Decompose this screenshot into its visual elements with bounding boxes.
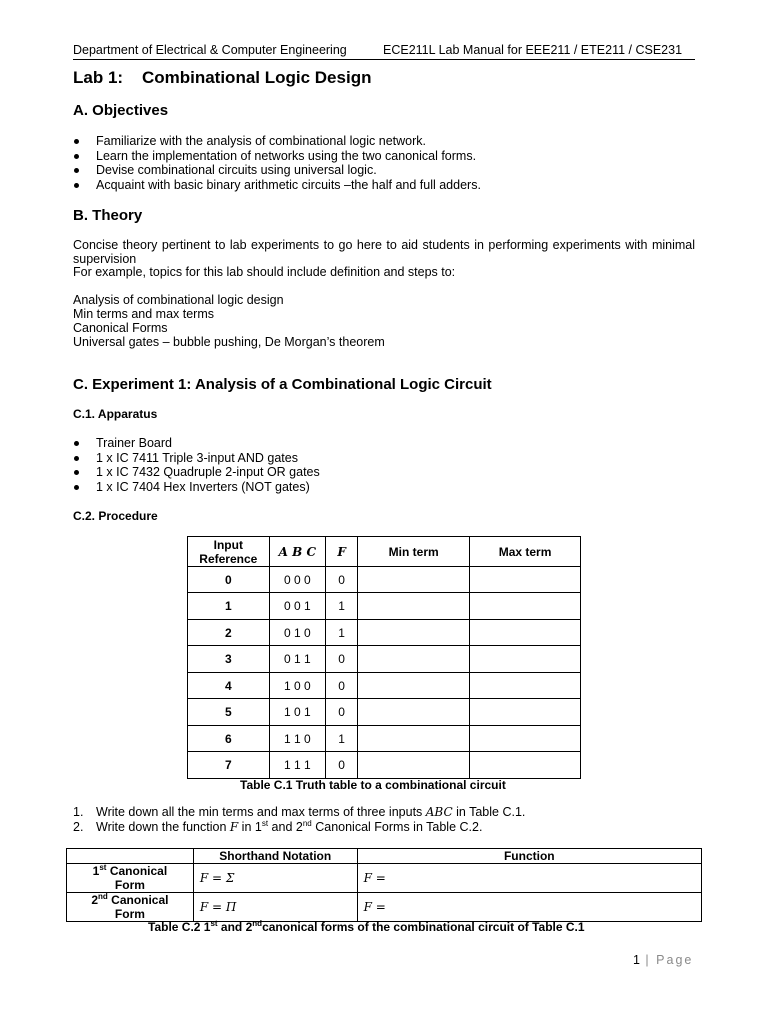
abc-cell: 0 0 0 [269, 567, 325, 593]
min-term-cell[interactable] [358, 752, 470, 779]
objectives-list [73, 134, 481, 193]
table-row [188, 593, 581, 620]
table-header-row [67, 849, 702, 864]
table-row [188, 699, 581, 726]
ref-cell: 6 [188, 726, 270, 752]
procedure-steps [73, 805, 525, 835]
max-term-cell[interactable] [470, 726, 581, 752]
table-row [188, 673, 581, 699]
bullet-icon [74, 183, 79, 188]
list-item: Acquaint with basic binary arithmetic circuits –the half and full adders. [73, 178, 481, 193]
f-cell: 0 [326, 673, 358, 699]
page-number: 1 [633, 953, 640, 967]
max-term-cell[interactable] [470, 593, 581, 620]
lab-title: Lab 1: Combinational Logic Design [73, 68, 372, 87]
experiment-heading: C. Experiment 1: Analysis of a Combinational Logic Circuit [73, 376, 492, 393]
truth-table-caption: Table C.1 Truth table to a combinational circuit [240, 778, 506, 792]
procedure-heading: C.2. Procedure [73, 509, 158, 523]
list-item: Familiarize with the analysis of combinational logic network. [73, 134, 481, 149]
list-item: 1 x IC 7404 Hex Inverters (NOT gates) [73, 480, 320, 495]
list-item: Trainer Board [73, 436, 320, 451]
abc-cell: 0 0 1 [269, 593, 325, 620]
header-rule [73, 59, 695, 60]
table-row [67, 893, 702, 922]
min-term-cell[interactable] [358, 673, 470, 699]
list-item: Learn the implementation of networks using the two canonical forms. [73, 149, 481, 164]
header-shorthand-notation: Shorthand Notation [193, 849, 357, 864]
bullet-icon [74, 139, 79, 144]
header-input-reference: Input Reference [188, 537, 270, 567]
first-shorthand-cell[interactable]: F = Σ [193, 864, 357, 893]
ref-cell: 2 [188, 620, 270, 646]
min-term-cell[interactable] [358, 726, 470, 752]
max-term-cell[interactable] [470, 673, 581, 699]
page-label: Page [656, 953, 694, 967]
abc-cell: 1 0 0 [269, 673, 325, 699]
max-term-cell[interactable] [470, 752, 581, 779]
second-shorthand-cell[interactable]: F = Π [193, 893, 357, 922]
second-canonical-form-label: 2nd Canonical Form [67, 893, 194, 922]
list-item: 1 x IC 7411 Triple 3-input AND gates [73, 451, 320, 466]
bullet-icon [74, 441, 79, 446]
ref-cell: 4 [188, 673, 270, 699]
f-cell: 0 [326, 752, 358, 779]
first-function-cell[interactable]: F = [357, 864, 701, 893]
step-1: 1. Write down all the min terms and max terms of three inputs ABC in Table C.1. [73, 805, 526, 819]
ref-cell: 5 [188, 699, 270, 726]
max-term-cell[interactable] [470, 699, 581, 726]
first-canonical-form-label: 1st Canonical Form [67, 864, 194, 893]
f-cell: 1 [326, 593, 358, 620]
header-f: F [326, 537, 358, 567]
apparatus-heading: C.1. Apparatus [73, 407, 158, 421]
header-min-term: Min term [358, 537, 470, 567]
abc-cell: 1 1 1 [269, 752, 325, 779]
abc-cell: 0 1 1 [269, 646, 325, 673]
max-term-cell[interactable] [470, 620, 581, 646]
abc-cell: 1 1 0 [269, 726, 325, 752]
f-cell: 0 [326, 646, 358, 673]
second-function-cell[interactable]: F = [357, 893, 701, 922]
header-function: Function [357, 849, 701, 864]
ref-cell: 7 [188, 752, 270, 779]
theory-topic: Universal gates – bubble pushing, De Morgan’s theorem [73, 335, 385, 349]
page-footer [633, 953, 693, 967]
f-cell: 1 [326, 726, 358, 752]
empty-header-cell [67, 849, 194, 864]
header-max-term: Max term [470, 537, 581, 567]
min-term-cell[interactable] [358, 567, 470, 593]
table-row [188, 752, 581, 779]
table-row [188, 567, 581, 593]
header-abc: A B C [269, 537, 325, 567]
f-cell: 0 [326, 699, 358, 726]
canonical-forms-table [66, 848, 702, 922]
step-2: 2. Write down the function F in 1st and 2nd Canonical Forms in Table C.2. [73, 819, 483, 834]
ref-cell: 3 [188, 646, 270, 673]
canonical-table-caption: Table C.2 1st and 2ndcanonical forms of the combinational circuit of Table C.1 [148, 919, 585, 934]
abc-cell: 1 0 1 [269, 699, 325, 726]
theory-topic: Min terms and max terms [73, 307, 215, 321]
theory-topic: Analysis of combinational logic design [73, 293, 284, 307]
max-term-cell[interactable] [470, 646, 581, 673]
min-term-cell[interactable] [358, 699, 470, 726]
f-cell: 0 [326, 567, 358, 593]
objectives-heading: A. Objectives [73, 102, 169, 119]
bullet-icon [74, 470, 79, 475]
theory-example: For example, topics for this lab should include definition and steps to: [73, 265, 456, 279]
table-row [67, 864, 702, 893]
list-item: Devise combinational circuits using universal logic. [73, 163, 481, 178]
header-course: ECE211L Lab Manual for EEE211 / ETE211 / CSE231 [383, 43, 683, 57]
ref-cell: 1 [188, 593, 270, 620]
bullet-icon [74, 154, 79, 159]
list-item: 1 x IC 7432 Quadruple 2-input OR gates [73, 465, 320, 480]
bullet-icon [74, 456, 79, 461]
truth-table [187, 536, 581, 779]
table-row [188, 646, 581, 673]
table-header-row [188, 537, 581, 567]
table-row [188, 726, 581, 752]
page-separator: | [639, 953, 657, 967]
table-row [188, 620, 581, 646]
apparatus-list [73, 436, 320, 495]
bullet-icon [74, 485, 79, 490]
abc-cell: 0 1 0 [269, 620, 325, 646]
min-term-cell[interactable] [358, 620, 470, 646]
theory-intro: Concise theory pertinent to lab experiments to go here to aid students in performing experiments with minimal supervision [73, 238, 695, 266]
theory-topic: Canonical Forms [73, 321, 168, 335]
max-term-cell[interactable] [470, 567, 581, 593]
bullet-icon [74, 168, 79, 173]
min-term-cell[interactable] [358, 593, 470, 620]
ref-cell: 0 [188, 567, 270, 593]
header-department: Department of Electrical & Computer Engineering [73, 43, 347, 57]
f-cell: 1 [326, 620, 358, 646]
min-term-cell[interactable] [358, 646, 470, 673]
theory-heading: B. Theory [73, 207, 143, 224]
